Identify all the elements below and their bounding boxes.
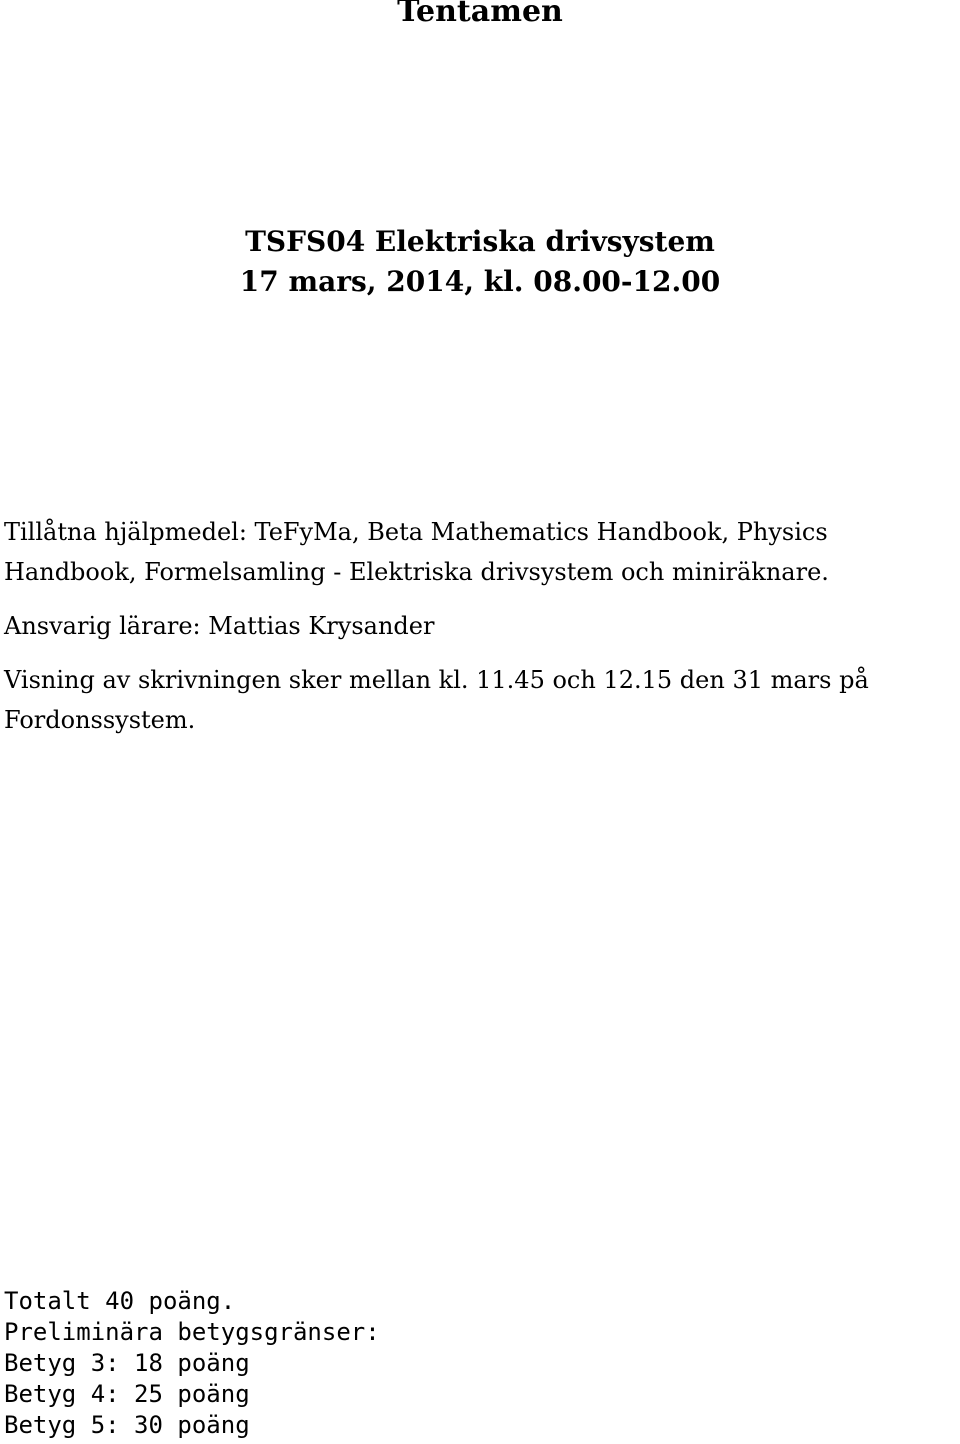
grade-limit-4: Betyg 4: 25 poäng — [4, 1380, 250, 1408]
course-header — [0, 222, 960, 302]
course-name: TSFS04 Elektriska drivsystem — [245, 225, 715, 258]
exam-viewing-text: Visning av skrivningen sker mellan kl. 11.45 och 12.15 den 31 mars på Fordonssystem. — [4, 666, 869, 734]
exam-date-time: 17 mars, 2014, kl. 08.00-12.00 — [239, 265, 721, 298]
grading-info — [4, 1286, 904, 1441]
total-points: Totalt 40 poäng. — [4, 1287, 236, 1315]
grade-limit-3: Betyg 3: 18 poäng — [4, 1349, 250, 1377]
preliminary-grade-heading: Preliminära betygsgränser: — [4, 1318, 380, 1346]
document-title: Tentamen — [397, 0, 563, 29]
responsible-teacher-text: Ansvarig lärare: Mattias Krysander — [4, 612, 435, 640]
allowed-aids-text: Tillåtna hjälpmedel: TeFyMa, Beta Mathematics Handbook, Physics Handbook, Formelsamling - Elektriska drivsystem och miniräknare. — [4, 518, 829, 586]
grade-limit-5: Betyg 5: 30 poäng — [4, 1411, 250, 1439]
exam-info — [4, 512, 956, 740]
